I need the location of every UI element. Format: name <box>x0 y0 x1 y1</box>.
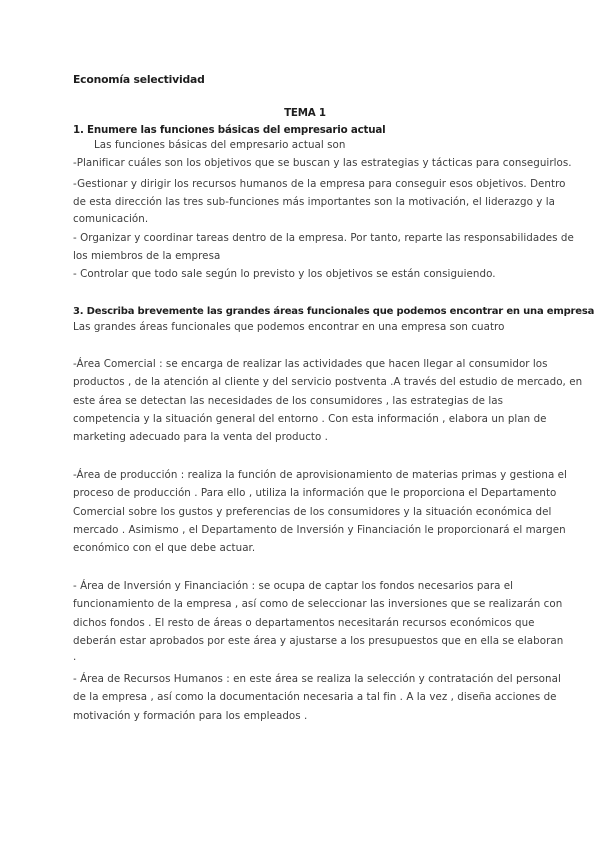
question-1-line: comunicación. <box>73 213 149 225</box>
question-3-heading: 3. Describa brevemente las grandes áreas funcionales que podemos encontrar en una empresa <box>73 306 595 317</box>
area-comercial-line: productos , de la atención al cliente y del servicio postventa .A través del estudio de mercado, en <box>73 376 583 388</box>
area-comercial-line: competencia y la situación general del entorno . Con esta información , elabora un plan de <box>73 413 547 425</box>
area-produccion-line: económico con el que debe actuar. <box>73 542 256 554</box>
area-rrhh-line: de la empresa , así como la documentación necesaria a tal fin . A la vez , diseña acciones de <box>73 691 557 703</box>
area-inversion-line: funcionamiento de la empresa , así como de seleccionar las inversiones que se realizarán con <box>73 598 563 610</box>
area-inversion-line: dichos fondos . El resto de áreas o departamentos necesitarán recursos económicos que <box>73 617 535 629</box>
question-1-line: -Planificar cuáles son los objetivos que se buscan y las estrategias y tácticas para conseguirlos. <box>73 157 572 169</box>
area-produccion-line: mercado . Asimismo , el Departamento de Inversión y Financiación le proporcionará el margen <box>73 524 566 536</box>
area-comercial-line: marketing adecuado para la venta del producto . <box>73 431 329 443</box>
question-1-heading: 1. Enumere las funciones básicas del empresario actual <box>73 124 386 136</box>
area-comercial-line: este área se detectan las necesidades de los consumidores , las estrategias de las <box>73 395 504 407</box>
area-comercial-line: -Área Comercial : se encarga de realizar las actividades que hacen llegar al consumidor los <box>73 358 548 370</box>
question-1-line: -Gestionar y dirigir los recursos humanos de la empresa para conseguir esos objetivos. Dentro <box>73 178 566 190</box>
question-1-line: de esta dirección las tres sub-funciones más importantes son la motivación, el liderazgo y la <box>73 196 556 208</box>
area-rrhh-line: - Área de Recursos Humanos : en este área se realiza la selección y contratación del personal <box>73 673 561 685</box>
document-title: Economía selectividad <box>73 73 205 86</box>
area-inversion-line: - Área de Inversión y Financiación : se ocupa de captar los fondos necesarios para el <box>73 580 514 592</box>
question-1-intro: Las funciones básicas del empresario actual son <box>94 139 346 151</box>
area-rrhh-line: motivación y formación para los empleados . <box>73 710 308 722</box>
area-produccion-line: -Área de producción : realiza la función de aprovisionamiento de materias primas y gestiona el <box>73 469 567 481</box>
question-1-line: - Controlar que todo sale según lo previsto y los objetivos se están consiguiendo. <box>73 268 496 280</box>
area-produccion-line: Comercial sobre los gustos y preferencias de los consumidores y la situación económica del <box>73 506 552 518</box>
question-1-line: los miembros de la empresa <box>73 250 221 262</box>
question-3-intro: Las grandes áreas funcionales que podemos encontrar en una empresa son cuatro <box>73 321 505 333</box>
tema-heading: TEMA 1 <box>284 107 326 119</box>
area-inversion-line: deberán estar aprobados por este área y ajustarse a los presupuestos que en ella se elaboran <box>73 635 564 647</box>
area-produccion-line: proceso de producción . Para ello , utiliza la información que le proporciona el Departamento <box>73 487 557 499</box>
area-inversion-line: . <box>73 651 77 663</box>
question-1-line: - Organizar y coordinar tareas dentro de la empresa. Por tanto, reparte las responsabilidades de <box>73 232 574 244</box>
